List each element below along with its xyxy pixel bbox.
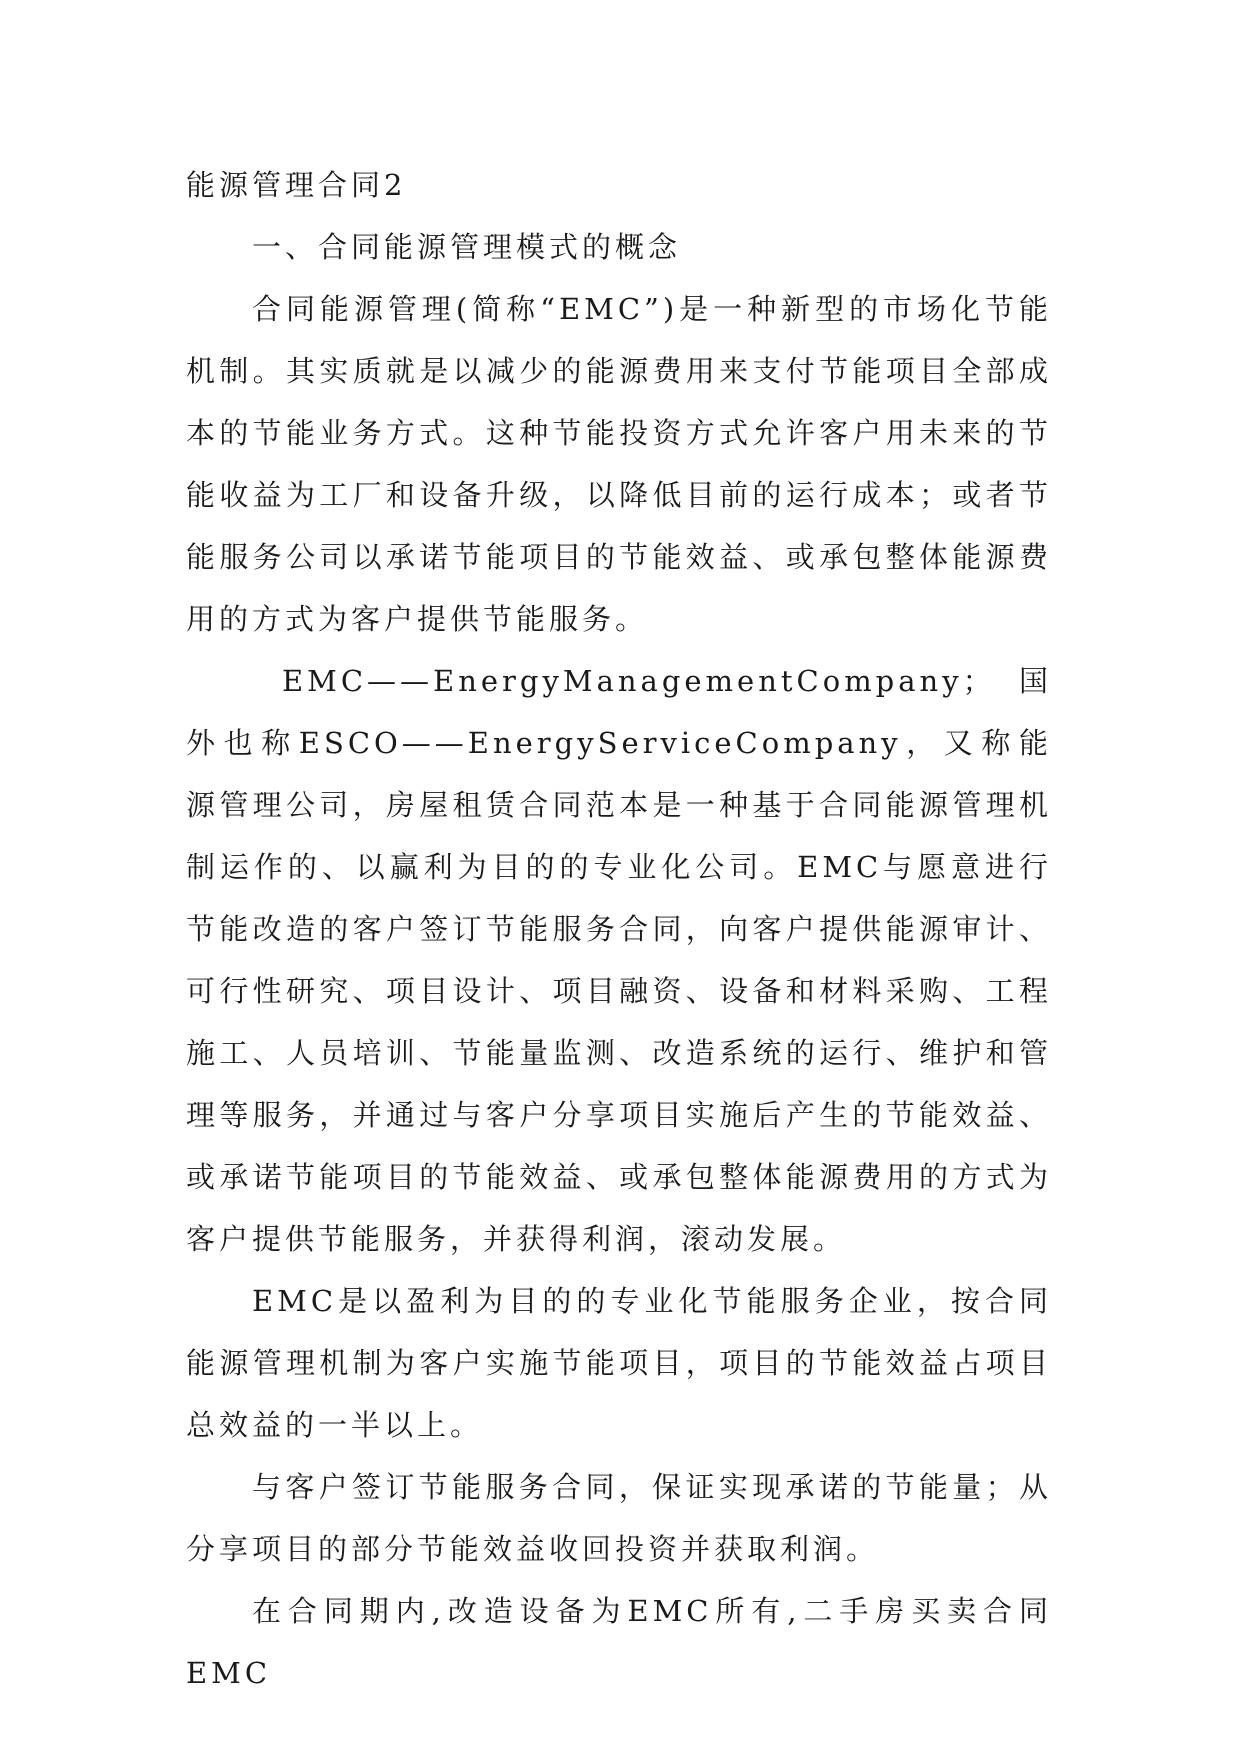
paragraph: 在合同期内,改造设备为EMC所有,二手房买卖合同EMC [186,1594,1052,1690]
paragraph: 与客户签订节能服务合同，保证实现承诺的节能量；从分享项目的部分节能效益收回投资并获取利润。 [186,1470,1052,1566]
section-heading: 一、合同能源管理模式的概念 [252,230,682,264]
paragraph: 合同能源管理(简称“EMC”)是一种新型的市场化节能机制。其实质就是以减少的能源费用来支付节能项目全部成本的节能业务方式。这种节能投资方式允许客户用未来的节能收益为工厂和设备升级，以降低目前的运行成本；或者节能服务公司以承诺节能项目的节能效益、或承包整体能源费用的方式为客户提供节能服务。 [186,292,1052,636]
paragraph: EMC——EnergyManagementCompany；国外也称ESCO——EnergyServiceCompany，又称能源管理公司，房屋租赁合同范本是一种基于合同能源管理机制运作的、以赢利为目的的专业化公司。EMC与愿意进行节能改造的客户签订节能服务合同，向客户提供能源审计、可行性研究、项目设计、项目融资、设备和材料采购、工程施工、人员培训、节能量监测、改造系统的运行、维护和管理等服务，并通过与客户分享项目实施后产生的节能效益、或承诺节能项目的节能效益、或承包整体能源费用的方式为客户提供节能服务，并获得利润，滚动发展。 [186,664,1052,1256]
paragraph: EMC是以盈利为目的的专业化节能服务企业，按合同能源管理机制为客户实施节能项目，项目的节能效益占项目总效益的一半以上。 [186,1284,1052,1442]
document-body [186,154,1052,1704]
document-title: 能源管理合同2 [186,168,407,202]
